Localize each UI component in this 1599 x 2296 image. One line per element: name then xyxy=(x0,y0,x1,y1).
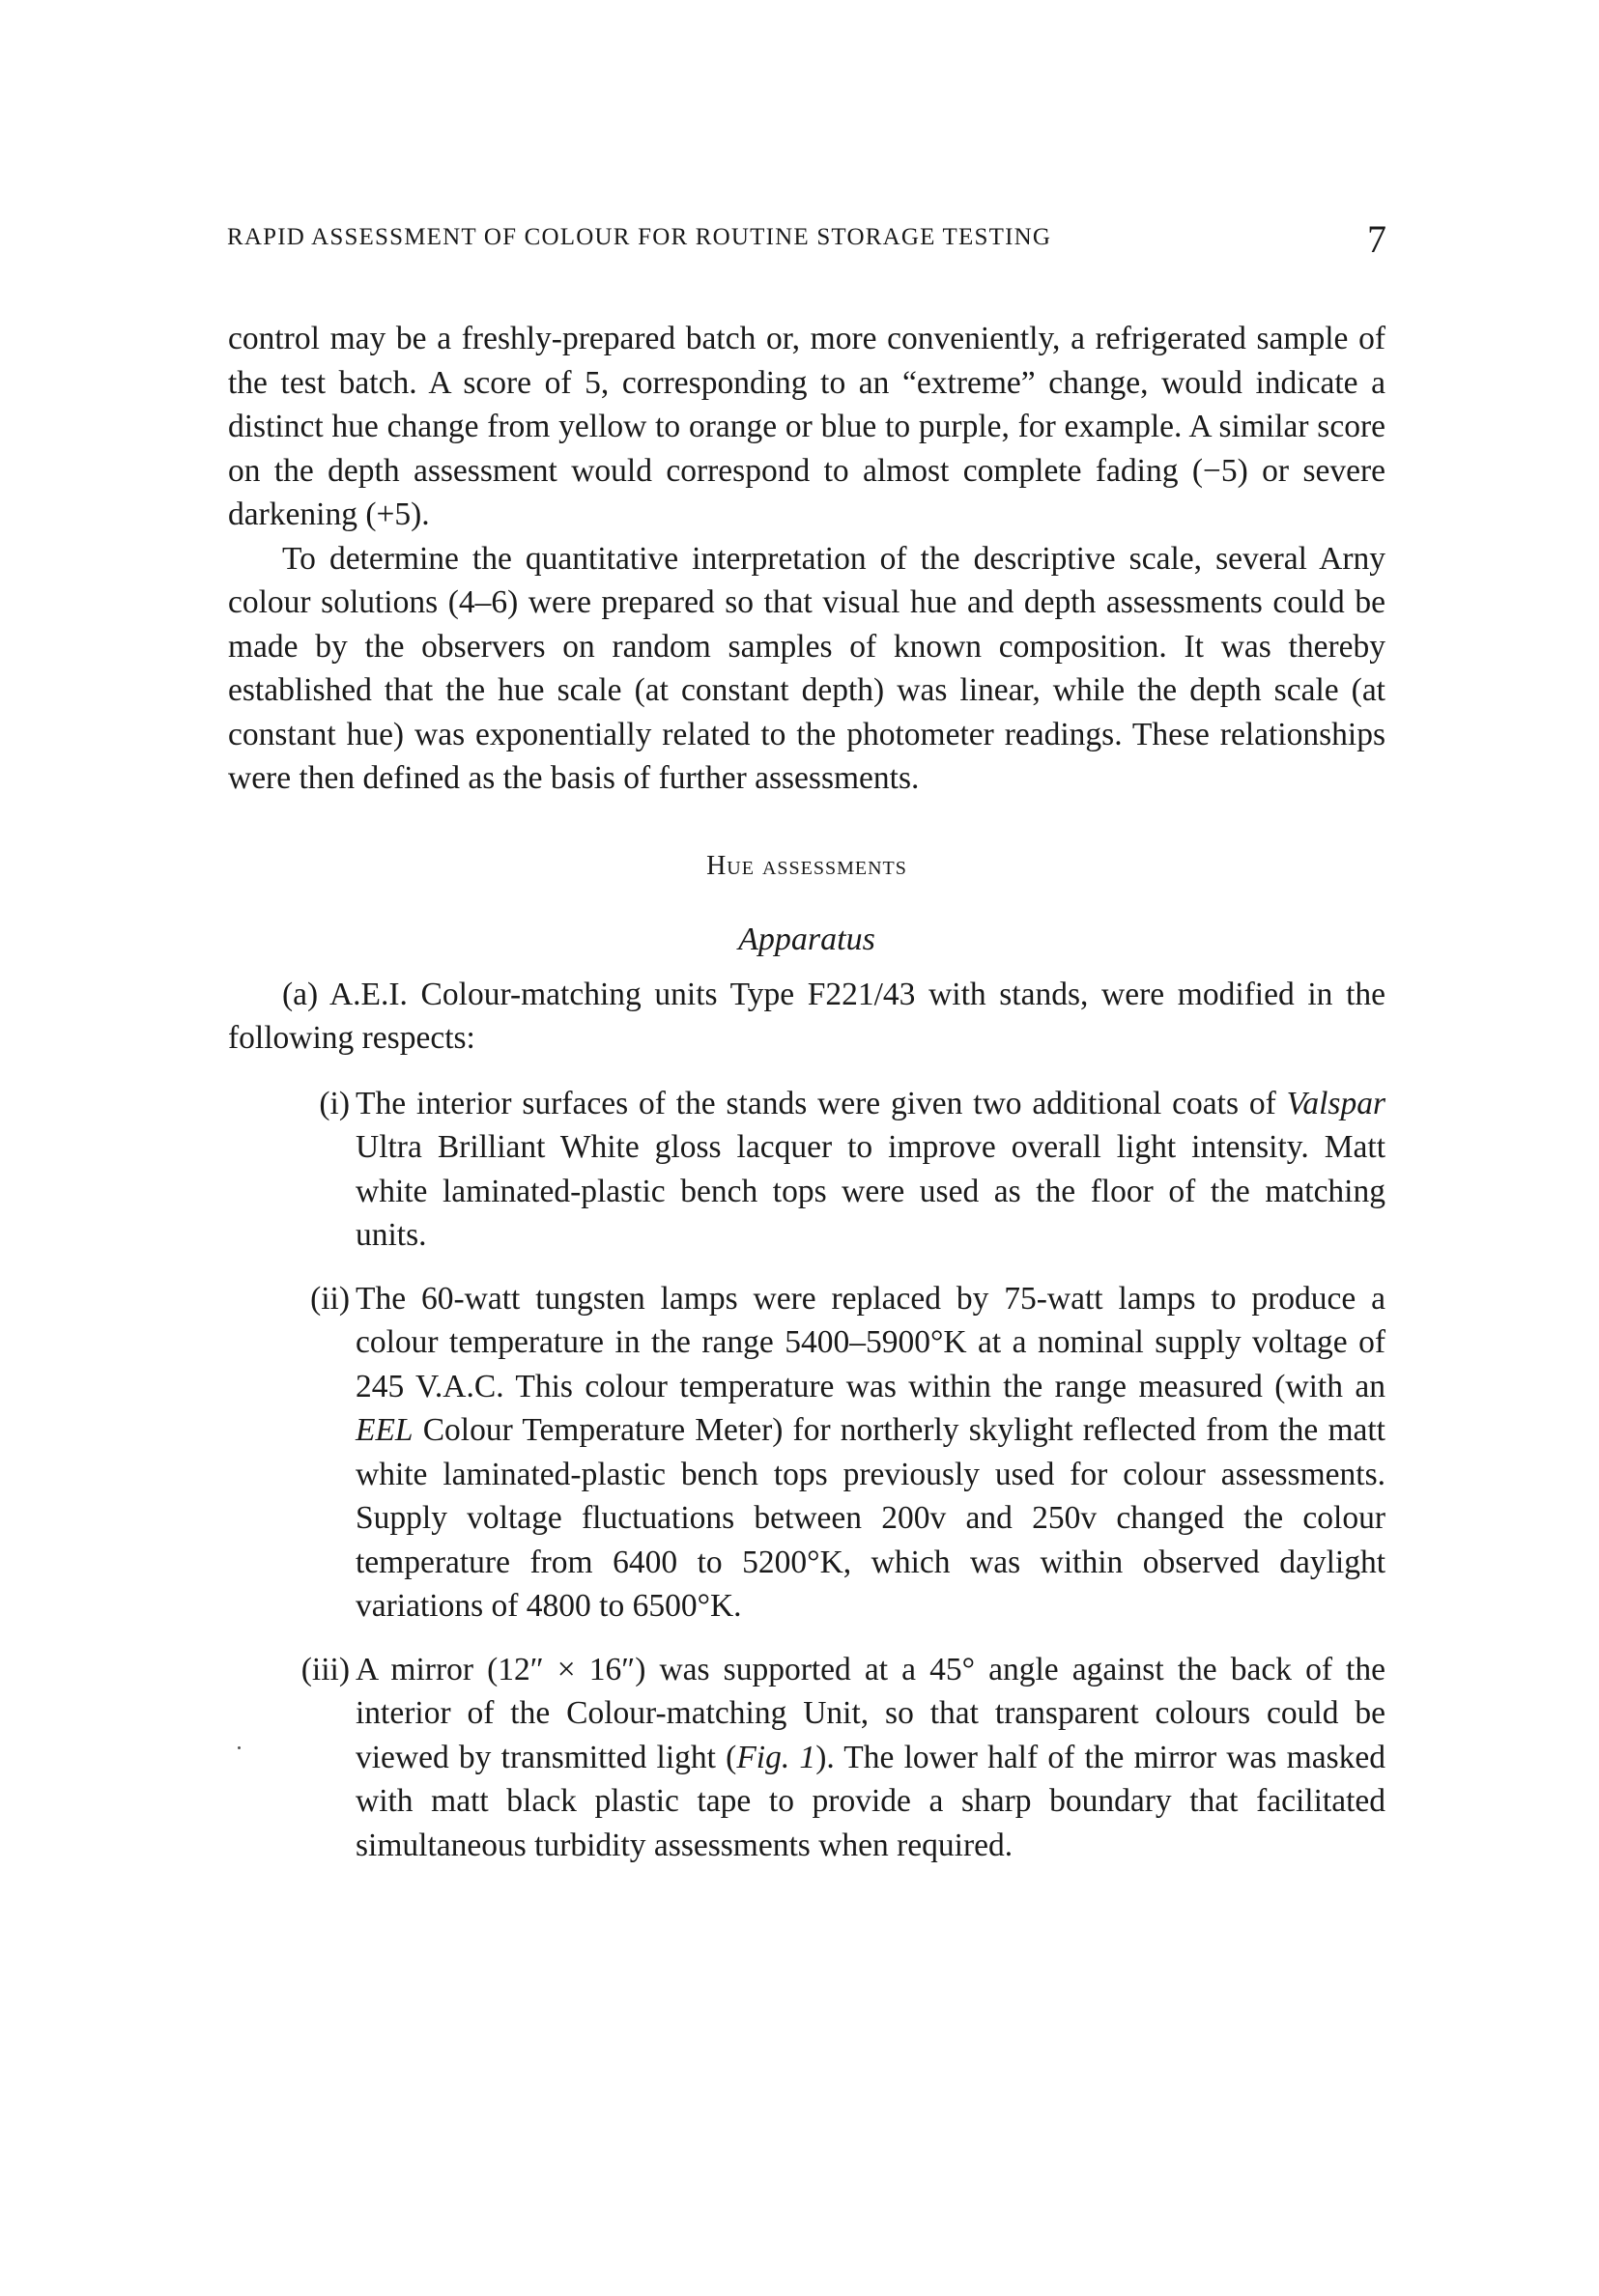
page-number: 7 xyxy=(1367,217,1386,261)
paragraph-scale-interpretation: To determine the quantitative interpretation of the descriptive scale, several Arny colour solutions (4–6) were prepared so that visual hue and depth assessments could be made by the observers on random samples of known composition. It was thereby established that the hue scale (at constant depth) was linear, while the depth scale (at constant hue) was exponentially related to the photometer readings. These relationships were then defined as the basis of further assessments. xyxy=(228,540,1385,796)
list-item-text: A mirror (12″ × 16″) was supported at a 45° angle against the back of the interior of the Colour-matching Unit, so that transparent colours could be viewed by transmitted light (Fig. 1). The lower half of the mirror was masked with matt black plastic tape to provide a sharp boundary that facilitated simultaneous turbidity assessments when required. xyxy=(356,1651,1385,1863)
list-item-text: The interior surfaces of the stands were given two additional coats of Valspar Ultra Brilliant White gloss lacquer to improve overall light intensity. Matt white laminated-plastic bench tops were used as the floor of the matching units. xyxy=(356,1085,1385,1253)
product-name: Valspar xyxy=(1286,1085,1385,1121)
list-marker: (ii) xyxy=(310,1280,350,1317)
section-heading: Hue assessments xyxy=(706,850,907,881)
list-item-text: The 60-watt tungsten lamps were replaced by 75-watt lamps to produce a colour temperature in the range 5400–5900°K at a nominal supply voltage of 245 V.A.C. This colour temperature was within the range measured (with an EEL Colour Temperature Meter) for northerly skylight reflected from the matt white laminated-plastic bench tops previously used for colour assessments. Supply voltage fluctuations between 200v and 250v changed the colour temperature from 6400 to 5200°K, which was within observed daylight variations of 4800 to 6500°K. xyxy=(356,1280,1385,1624)
list-item xyxy=(228,1082,1385,1258)
apparatus-intro: (a) A.E.I. Colour-matching units Type F221/43 with stands, were modified in the following respects: xyxy=(228,976,1385,1056)
subsection-heading: Apparatus xyxy=(738,921,875,957)
list-marker: (iii) xyxy=(300,1651,350,1687)
paragraph-continued: control may be a freshly-prepared batch or, more conveniently, a refrigerated sample of the test batch. A score of 5, corresponding to an “extreme” change, would indicate a distinct hue change from yellow to orange or blue to purple, for example. A similar score on the depth assessment would correspond to almost complete fading (−5) or severe darkening (+5). xyxy=(228,321,1385,532)
list-item xyxy=(228,1648,1385,1868)
running-header xyxy=(227,217,1386,263)
list-marker: (i) xyxy=(319,1085,350,1121)
instrument-name: EEL xyxy=(356,1412,414,1448)
figure-reference: Fig. 1 xyxy=(736,1739,816,1775)
body-text xyxy=(228,317,1385,1867)
modification-list xyxy=(228,1082,1385,1868)
running-title: RAPID ASSESSMENT OF COLOUR FOR ROUTINE STORAGE TESTING xyxy=(227,224,1052,250)
list-item xyxy=(228,1277,1385,1629)
scan-speck xyxy=(238,1746,241,1749)
